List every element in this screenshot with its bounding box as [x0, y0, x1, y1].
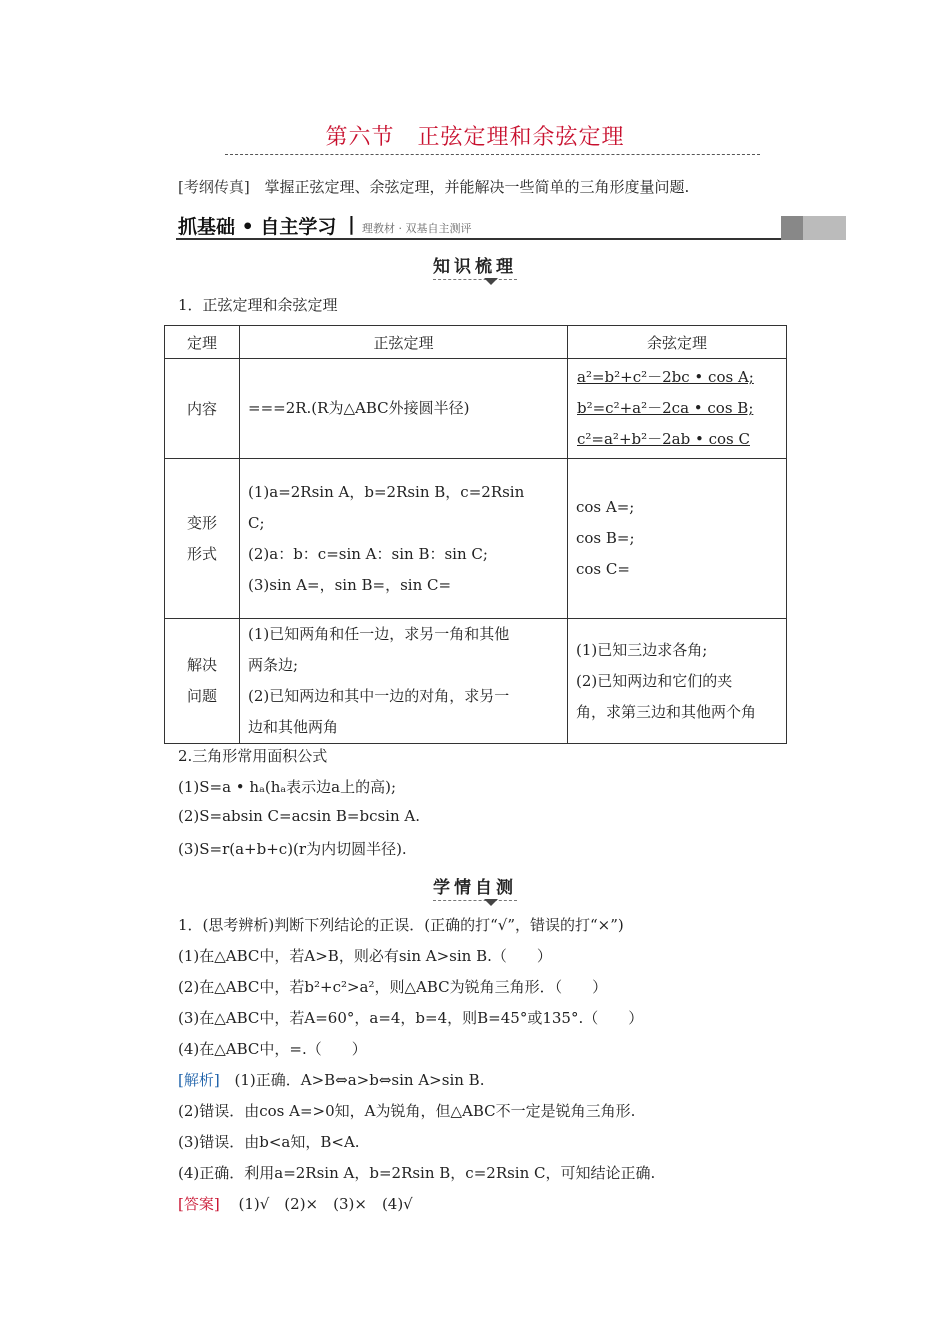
analysis-line: (4)正确．利用a=2Rsin A，b=2Rsin B，c=2Rsin C，可知结论正确. — [178, 1164, 656, 1182]
triangle-marker-icon — [484, 278, 498, 285]
cosine-variant-cell: cos A=; cos B=; cos C= — [568, 459, 787, 619]
question-item: (3)在△ABC中，若A=60°，a=4，b=4，则B=45°或135°.（ ） — [178, 1009, 644, 1027]
banner-block-light — [803, 216, 846, 240]
cosine-problems-cell: (1)已知三边求各角; (2)已知两边和它们的夹 角，求第三边和其他两个角 — [568, 619, 787, 744]
analysis-text: (1)正确．A>B⇔a>b⇔sin A>sin B. — [234, 1071, 485, 1089]
question-item: (2)在△ABC中，若b²+c²>a²，则△ABC为锐角三角形．（ ） — [178, 978, 608, 996]
analysis-line — [178, 1069, 484, 1090]
syllabus-label: [考纲传真] — [178, 178, 250, 196]
triangle-marker-icon — [484, 899, 498, 906]
syllabus-line — [178, 176, 689, 197]
banner-title: 抓基础 • 自主学习 — [178, 216, 337, 238]
row-label-problems: 解决 问题 — [165, 619, 240, 744]
header-sine: 正弦定理 — [240, 326, 568, 359]
answer-label: [答案] — [178, 1195, 220, 1213]
header-cosine: 余弦定理 — [568, 326, 787, 359]
analysis-line: (2)错误．由cos A=>0知，A为锐角，但△ABC不一定是锐角三角形. — [178, 1102, 636, 1120]
section-banner — [176, 212, 846, 240]
analysis-label: [解析] — [178, 1071, 220, 1089]
banner-subtitle: | — [348, 213, 355, 235]
table-row — [165, 359, 787, 459]
question-item: (1)在△ABC中，若A>B，则必有sin A>sin B.（ ） — [178, 947, 552, 965]
row-label-variants: 变形 形式 — [165, 459, 240, 619]
table-row — [165, 619, 787, 744]
syllabus-text: 掌握正弦定理、余弦定理，并能解决一些简单的三角形度量问题. — [264, 178, 690, 196]
section-knowledge-heading — [375, 252, 575, 277]
sine-variant-cell: (1)a=2Rsin A，b=2Rsin B，c=2Rsin C; (2)a：b：c=sin A：sin B：sin C; (3)sin A=，sin B=，sin C= — [240, 459, 568, 619]
header-theorem: 定理 — [165, 326, 240, 359]
banner-rule — [176, 238, 781, 240]
analysis-line: (3)错误．由b<a知，B<A. — [178, 1133, 360, 1151]
table-row — [165, 459, 787, 619]
section-knowledge-title: 知识梳理 — [433, 257, 517, 280]
page-title: 第六节 正弦定理和余弦定理 — [325, 125, 625, 150]
item1-heading: 1．正弦定理和余弦定理 — [178, 296, 338, 314]
cosine-content-cell: a²=b²+c²－2bc • cos A; b²=c²+a²－2ca • cos B; c²=a²+b²－2ab • cos C — [568, 359, 787, 459]
area-formula: (3)S=r(a+b+c)(r为内切圆半径). — [178, 840, 407, 858]
area-formula: (1)S=a • hₐ(hₐ表示边a上的高); — [178, 778, 397, 796]
item2-heading: 2.三角形常用面积公式 — [178, 747, 328, 765]
area-formula: (2)S=absin C=acsin B=bcsin A. — [178, 807, 420, 825]
question-item: (4)在△ABC中，=.（ ） — [178, 1040, 367, 1058]
answer-line — [178, 1193, 413, 1214]
section-selftest-title: 学情自测 — [433, 878, 517, 901]
question-stem: 1．(思考辨析)判断下列结论的正误．(正确的打“√”，错误的打“×”) — [178, 916, 624, 934]
title-divider — [225, 154, 760, 155]
answer-text: (1)√ (2)× (3)× (4)√ — [238, 1195, 413, 1213]
sine-problems-cell: (1)已知两角和任一边，求另一角和其他 两条边; (2)已知两边和其中一边的对角，求另一 边和其他两角 — [240, 619, 568, 744]
sine-content-cell: ===2R.(R为△ABC外接圆半径) — [240, 359, 568, 459]
banner-caption: 理教材 · 双基自主测评 — [362, 222, 472, 235]
row-label-content: 内容 — [165, 359, 240, 459]
table-header-row — [165, 326, 787, 359]
banner-block-dark — [781, 216, 803, 240]
section-selftest-heading — [375, 873, 575, 898]
theorem-table — [164, 325, 787, 744]
